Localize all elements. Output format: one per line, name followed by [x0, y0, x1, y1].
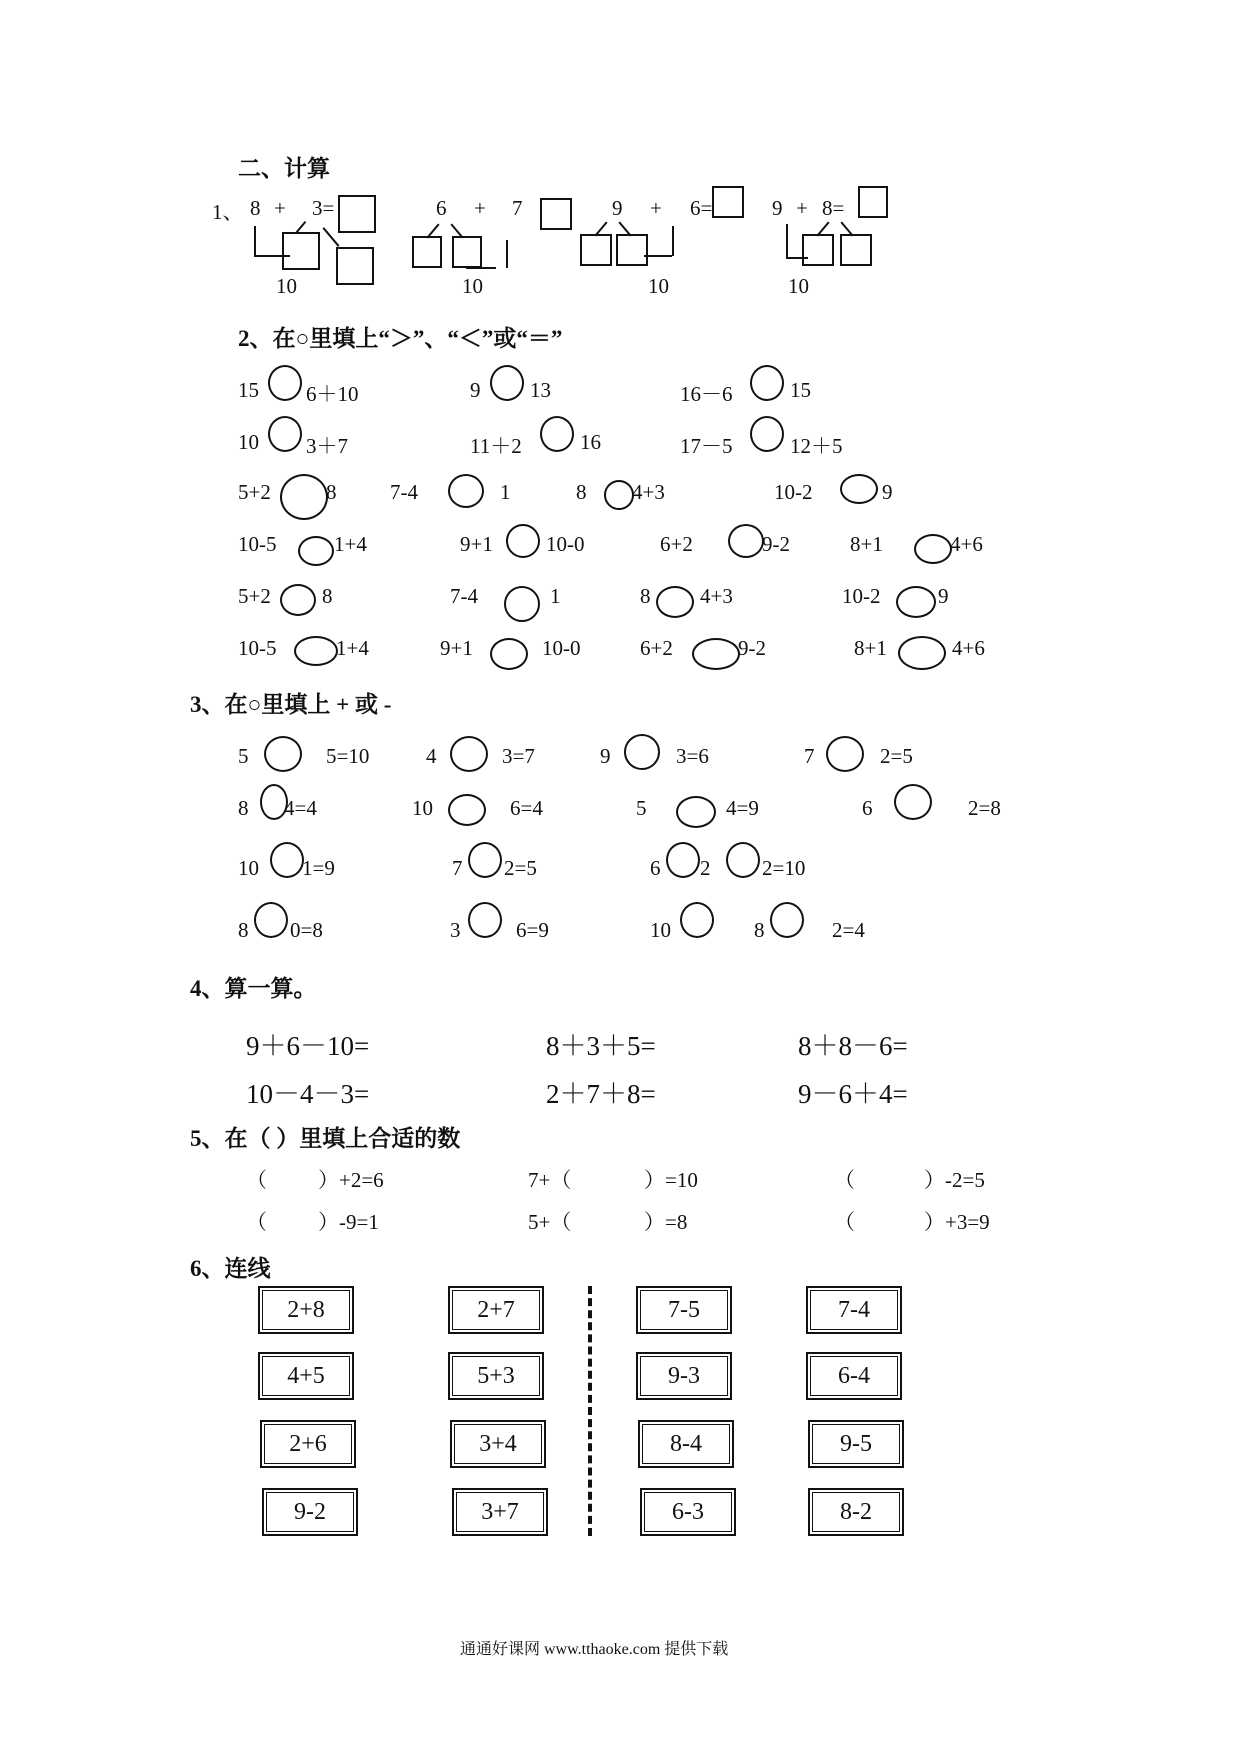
- q2-r3-left2: 7-4: [390, 480, 418, 504]
- q1c-op: +: [650, 196, 662, 220]
- q3-r4-circle4[interactable]: [770, 902, 804, 938]
- q2-r4-left2: 9+1: [460, 532, 493, 556]
- q3-r2-e: 5: [636, 796, 647, 820]
- q5-r2-close1[interactable]: ）-9=1: [318, 1210, 379, 1234]
- q2-r6-left: 10-5: [238, 636, 277, 660]
- q2-r5-right2: 1: [550, 584, 561, 608]
- q1c-answer-box[interactable]: [712, 186, 744, 218]
- q3-r3-d: 2=5: [504, 856, 537, 880]
- q2-title: 2、在○里填上“＞”、“＜”或“＝”: [238, 326, 563, 351]
- q3-r4-circle1[interactable]: [254, 902, 288, 938]
- q3-r2-circle2[interactable]: [448, 794, 486, 826]
- q6-card-c1-4[interactable]: 9-2: [262, 1488, 358, 1536]
- q6-card-c3-1[interactable]: 7-5: [636, 1286, 732, 1334]
- q2-r3-right4: 9: [882, 480, 893, 504]
- q1d-op: +: [796, 196, 808, 220]
- q3-r1-circle2[interactable]: [450, 736, 488, 772]
- q6-card-c4-3[interactable]: 9-5: [808, 1420, 904, 1468]
- q3-r2-c: 10: [412, 796, 433, 820]
- q2-r6-left3: 6+2: [640, 636, 673, 660]
- q6-card-c2-3[interactable]: 3+4: [450, 1420, 546, 1468]
- q1-number: 1、: [212, 200, 244, 224]
- q4-item-3: 8＋8－6=: [798, 1031, 908, 1061]
- q2-r6-right2: 10-0: [542, 636, 581, 660]
- q3-r2-h: 2=8: [968, 796, 1001, 820]
- q2-r3-left: 5+2: [238, 480, 271, 504]
- q3-r1-d: 3=7: [502, 744, 535, 768]
- q3-r1-circle1[interactable]: [264, 736, 302, 772]
- q3-r4-a: 8: [238, 918, 249, 942]
- q2-r4-left4: 8+1: [850, 532, 883, 556]
- q3-r3-c: 7: [452, 856, 463, 880]
- q3-r3-a: 10: [238, 856, 259, 880]
- q6-card-c2-1[interactable]: 2+7: [448, 1286, 544, 1334]
- q3-r3-circle1[interactable]: [270, 842, 304, 878]
- q1a-right: 3=: [312, 196, 335, 220]
- q2-r4-circle1[interactable]: [298, 536, 334, 566]
- q2-r3-circle2[interactable]: [448, 474, 484, 508]
- q5-r2-close3[interactable]: ）+3=9: [924, 1210, 990, 1234]
- q3-r4-circle2[interactable]: [468, 902, 502, 938]
- q2-r3-left4: 10-2: [774, 480, 813, 504]
- q1a-left: 8: [250, 196, 261, 220]
- q2-r5-circle2[interactable]: [504, 586, 540, 622]
- q2-r1-circle2[interactable]: [490, 365, 524, 401]
- q2-r5-left4: 10-2: [842, 584, 881, 608]
- q1d-ten: 10: [788, 274, 809, 298]
- q6-card-c2-2[interactable]: 5+3: [448, 1352, 544, 1400]
- q2-r2-right3: 12＋5: [790, 434, 843, 458]
- q2-r5-left3: 8: [640, 584, 651, 608]
- q3-r2-a: 8: [238, 796, 249, 820]
- q1d-answer-box[interactable]: [858, 186, 888, 218]
- q3-r3-b: 1=9: [302, 856, 335, 880]
- q3-r3-f: 2: [700, 856, 711, 880]
- q2-r1-circle3[interactable]: [750, 365, 784, 401]
- q3-r1-f: 3=6: [676, 744, 709, 768]
- q2-r3-left3: 8: [576, 480, 587, 504]
- q4-item-4: 10－4－3=: [246, 1079, 370, 1109]
- q5-r2-open3: （: [834, 1210, 855, 1234]
- q1c-ten: 10: [648, 274, 669, 298]
- q2-r1-right3: 15: [790, 378, 811, 402]
- q1c-left: 9: [612, 196, 623, 220]
- q2-r1-right2: 13: [530, 378, 551, 402]
- q2-r3-right2: 1: [500, 480, 511, 504]
- q3-r1-b: 5=10: [326, 744, 370, 768]
- q2-r2-circle2[interactable]: [540, 416, 574, 452]
- q6-card-c1-3[interactable]: 2+6: [260, 1420, 356, 1468]
- q4-item-5: 2＋7＋8=: [546, 1079, 656, 1109]
- q2-r2-circle3[interactable]: [750, 416, 784, 452]
- q2-r6-right4: 4+6: [952, 636, 985, 660]
- q3-r3-e: 6: [650, 856, 661, 880]
- q3-r4-f: 8: [754, 918, 765, 942]
- q1d-left: 9: [772, 196, 783, 220]
- page-footer: 通通好课网 www.tthaoke.com 提供下载: [460, 1641, 729, 1658]
- q2-r4-left: 10-5: [238, 532, 277, 556]
- q2-r1-left: 15: [238, 378, 259, 402]
- q3-r3-g: 2=10: [762, 856, 806, 880]
- q1d-right: 8=: [822, 196, 845, 220]
- section-heading-calc: 二、计算: [238, 156, 330, 181]
- q2-r6-right3: 9-2: [738, 636, 766, 660]
- q6-card-c1-1[interactable]: 2+8: [258, 1286, 354, 1334]
- q1b-split-box2[interactable]: [452, 236, 482, 268]
- q3-r1-circle3[interactable]: [624, 734, 660, 770]
- q3-r2-circle4[interactable]: [894, 784, 932, 820]
- q2-r4-left3: 6+2: [660, 532, 693, 556]
- q6-card-c3-2[interactable]: 9-3: [636, 1352, 732, 1400]
- q6-card-c4-1[interactable]: 7-4: [806, 1286, 902, 1334]
- q2-r1-right: 6＋10: [306, 382, 359, 406]
- q2-r4-right2: 10-0: [546, 532, 585, 556]
- q3-r4-e: 10: [650, 918, 671, 942]
- q5-r2-close2[interactable]: ）=8: [644, 1210, 688, 1234]
- q3-r1-g: 7: [804, 744, 815, 768]
- q2-r2-circle1[interactable]: [268, 416, 302, 452]
- q1a-answer-box[interactable]: [338, 195, 376, 233]
- q2-r5-circle4[interactable]: [896, 586, 936, 618]
- q3-r4-d: 6=9: [516, 918, 549, 942]
- q2-r4-right4: 4+6: [950, 532, 983, 556]
- q3-title: 3、在○里填上 + 或 -: [190, 692, 392, 717]
- q4-title: 4、算一算。: [190, 976, 317, 1001]
- q3-r1-h: 2=5: [880, 744, 913, 768]
- q3-r2-f: 4=9: [726, 796, 759, 820]
- q1b-ten: 10: [462, 274, 483, 298]
- q2-r1-left2: 9: [470, 378, 481, 402]
- q2-r6-left2: 9+1: [440, 636, 473, 660]
- q2-r2-right: 3＋7: [306, 434, 348, 458]
- q2-r6-circle3[interactable]: [692, 638, 740, 670]
- q1c-split-box2[interactable]: [616, 234, 648, 266]
- q2-r6-circle4[interactable]: [898, 636, 946, 670]
- q1a-split-box2[interactable]: [336, 247, 374, 285]
- q3-r2-d: 6=4: [510, 796, 543, 820]
- q5-r1-open2: 7+（: [528, 1168, 572, 1192]
- q2-r5-left2: 7-4: [450, 584, 478, 608]
- q1d-split-box1[interactable]: [802, 234, 834, 266]
- q2-r5-right4: 9: [938, 584, 949, 608]
- q5-r1-open3: （: [834, 1168, 855, 1192]
- q2-r3-circle4[interactable]: [840, 474, 878, 504]
- q3-r1-circle4[interactable]: [826, 736, 864, 772]
- q5-r2-open1: （: [246, 1210, 267, 1234]
- q1c-split-box1[interactable]: [580, 234, 612, 266]
- q2-r4-circle2[interactable]: [506, 524, 540, 558]
- q2-r4-circle3[interactable]: [728, 524, 764, 558]
- q6-divider: [588, 1286, 592, 1536]
- q4-item-1: 9＋6－10=: [246, 1031, 370, 1061]
- q6-card-c1-2[interactable]: 4+5: [258, 1352, 354, 1400]
- q3-r3-circle3[interactable]: [666, 842, 700, 878]
- q6-card-c3-4[interactable]: 6-3: [640, 1488, 736, 1536]
- q2-r1-left3: 16－6: [680, 382, 733, 406]
- q2-r3-right: 8: [326, 480, 337, 504]
- q3-r1-c: 4: [426, 744, 437, 768]
- q2-r5-right: 8: [322, 584, 333, 608]
- q3-r2-g: 6: [862, 796, 873, 820]
- q1a-ten: 10: [276, 274, 297, 298]
- q1b-op: +: [474, 196, 486, 220]
- q5-r1-close2[interactable]: ）=10: [644, 1168, 698, 1192]
- q3-r1-a: 5: [238, 744, 249, 768]
- q2-r5-circle1[interactable]: [280, 584, 316, 616]
- q2-r2-left3: 17－5: [680, 434, 733, 458]
- q4-item-6: 9－6＋4=: [798, 1079, 908, 1109]
- q6-title: 6、连线: [190, 1256, 271, 1281]
- q2-r6-circle1[interactable]: [294, 636, 338, 666]
- q3-r3-circle2[interactable]: [468, 842, 502, 878]
- q3-r4-b: 0=8: [290, 918, 323, 942]
- q2-r5-circle3[interactable]: [656, 586, 694, 618]
- q1d-split-box2[interactable]: [840, 234, 872, 266]
- q1a-split-box1[interactable]: [282, 232, 320, 270]
- q2-r2-left2: 11＋2: [470, 434, 522, 458]
- q1b-split-box1[interactable]: [412, 236, 442, 268]
- q3-r2-b: 4=4: [284, 796, 317, 820]
- q5-r1-close3[interactable]: ）-2=5: [924, 1168, 985, 1192]
- q6-card-c2-4[interactable]: 3+7: [452, 1488, 548, 1536]
- q6-card-c4-4[interactable]: 8-2: [808, 1488, 904, 1536]
- q3-r4-circle3[interactable]: [680, 902, 714, 938]
- q3-r2-circle3[interactable]: [676, 796, 716, 828]
- q6-card-c3-3[interactable]: 8-4: [638, 1420, 734, 1468]
- q2-r4-right: 1+4: [334, 532, 367, 556]
- q6-card-c4-2[interactable]: 6-4: [806, 1352, 902, 1400]
- q1b-answer-box[interactable]: [540, 198, 572, 230]
- q2-r6-circle2[interactable]: [490, 638, 528, 670]
- q2-r2-left: 10: [238, 430, 259, 454]
- q2-r4-circle4[interactable]: [914, 534, 952, 564]
- q1b-left: 6: [436, 196, 447, 220]
- q3-r4-c: 3: [450, 918, 461, 942]
- q1a-split-line: [254, 226, 256, 256]
- q1c-right: 6=: [690, 196, 713, 220]
- q5-r2-open2: 5+（: [528, 1210, 572, 1234]
- q4-item-2: 8＋3＋5=: [546, 1031, 656, 1061]
- q2-r3-circle1[interactable]: [280, 474, 328, 520]
- q3-r1-e: 9: [600, 744, 611, 768]
- q1a-op: +: [274, 196, 286, 220]
- q3-r3-circle4[interactable]: [726, 842, 760, 878]
- q2-r5-left: 5+2: [238, 584, 271, 608]
- q3-r4-g: 2=4: [832, 918, 865, 942]
- q2-r4-right3: 9-2: [762, 532, 790, 556]
- q2-r6-left4: 8+1: [854, 636, 887, 660]
- q2-r6-right: 1+4: [336, 636, 369, 660]
- q5-r1-open1: （: [246, 1168, 267, 1192]
- q2-r2-right2: 16: [580, 430, 601, 454]
- q5-title: 5、在（ ）里填上合适的数: [190, 1126, 461, 1151]
- q2-r3-circle3[interactable]: [604, 480, 634, 510]
- q2-r1-circle1[interactable]: [268, 365, 302, 401]
- q1b-right: 7: [512, 196, 523, 220]
- q5-r1-close1[interactable]: ）+2=6: [318, 1168, 384, 1192]
- q2-r3-right3: 4+3: [632, 480, 665, 504]
- q2-r5-right3: 4+3: [700, 584, 733, 608]
